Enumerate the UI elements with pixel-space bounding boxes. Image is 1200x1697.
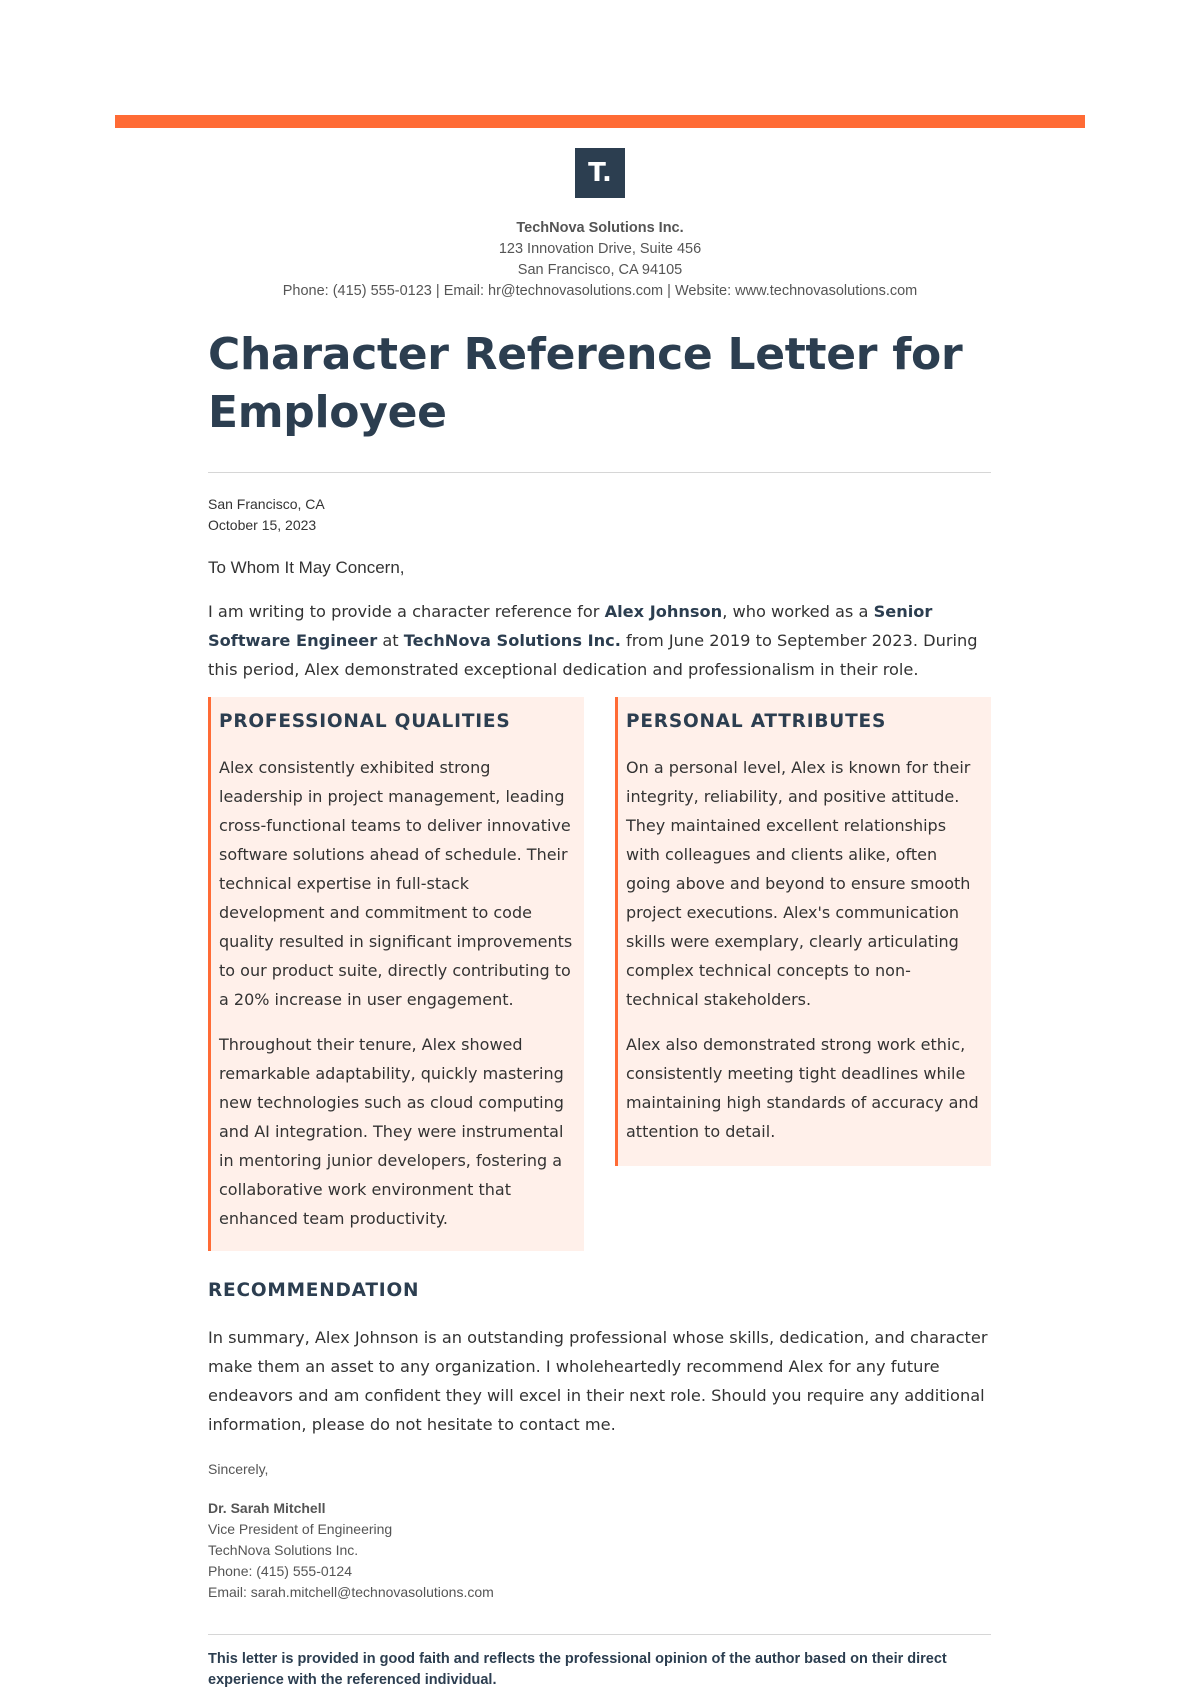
closing: Sincerely,: [208, 1461, 269, 1477]
company-name: TechNova Solutions Inc.: [516, 220, 684, 236]
section-paragraph: On a personal level, Alex is known for their integrity, reliability, and positive attitude. They maintained excellent relationships with colleagues and clients alike, often going above and beyond to ensure smooth project executions. Alex's communication skills were exemplary, clearly articulating complex technical concepts to non-technical stakeholders.: [626, 758, 971, 1009]
accent-top-bar: [115, 115, 1085, 128]
title-divider: [208, 472, 991, 473]
footer-disclaimer: This letter is provided in good faith and reflects the professional opinion of the author based on their direct experience with the referenced individual.: [208, 1651, 947, 1688]
section-paragraph: Throughout their tenure, Alex showed remarkable adaptability, quickly mastering new technologies such as cloud computing and AI integration. They were instrumental in mentoring junior developers, fostering a collaborative work environment that enhanced team productivity.: [219, 1035, 564, 1228]
company-address-line2: San Francisco, CA 94105: [517, 262, 683, 278]
personal-attributes-box: [615, 697, 991, 1166]
intro-paragraph: [208, 597, 991, 684]
letterhead: [115, 148, 1085, 302]
intro-text-3: at: [377, 631, 404, 650]
signer-phone: Phone: (415) 555-0124: [208, 1563, 352, 1579]
recommendation-paragraph: In summary, Alex Johnson is an outstanding professional whose skills, dedication, and character make them an asset to any organization. I wholeheartedly recommend Alex for any future endeavors and am confident they will excel in their next role. Should you require any additional information, please do not hesitate to contact me.: [208, 1328, 988, 1434]
intro-text-2: , who worked as a: [722, 602, 874, 621]
company-info: [115, 218, 1085, 302]
page-title: Character Reference Letter for Employee: [208, 329, 963, 438]
employee-name: Alex Johnson: [604, 602, 723, 621]
letter-body: [208, 326, 991, 1688]
section-heading: PERSONAL ATTRIBUTES: [626, 711, 887, 732]
section-paragraph: Alex also demonstrated strong work ethic, consistently meeting tight deadlines while maintaining high standards of accuracy and attention to detail.: [626, 1035, 979, 1141]
section-heading: PROFESSIONAL QUALITIES: [219, 711, 511, 732]
signer-company: TechNova Solutions Inc.: [208, 1542, 359, 1558]
company-contact-line: Phone: (415) 555-0123 | Email: hr@technovasolutions.com | Website: www.technovasolutions.com: [282, 283, 918, 299]
place-date: [208, 494, 991, 536]
recommendation-heading: RECOMMENDATION: [208, 1280, 420, 1301]
signer-name: Dr. Sarah Mitchell: [208, 1500, 326, 1516]
recommendation-section: [208, 1279, 991, 1439]
company-address-line1: 123 Innovation Drive, Suite 456: [498, 241, 702, 257]
company-logo-icon: T.: [575, 148, 625, 198]
intro-text-1: I am writing to provide a character reference for: [208, 602, 605, 621]
signature-block: [208, 1498, 494, 1603]
intro-text-4: from June 2019 to September 2023. During this period, Alex demonstrated exceptional dedication and professionalism in their role.: [208, 631, 978, 679]
signer-title: Vice President of Engineering: [208, 1521, 393, 1537]
job-title: Senior Software Engineer: [208, 602, 933, 650]
greeting: To Whom It May Concern,: [208, 558, 405, 577]
letter-date: October 15, 2023: [208, 517, 317, 533]
section-paragraph: Alex consistently exhibited strong leadership in project management, leading cross-functional teams to deliver innovative software solutions ahead of schedule. Their technical expertise in full-stack development and commitment to code quality resulted in significant improvements to our product suite, directly contributing to a 20% increase in user engagement.: [219, 758, 573, 1009]
footer-divider: [208, 1634, 991, 1635]
professional-qualities-box: [208, 697, 584, 1251]
signer-email: Email: sarah.mitchell@technovasolutions.com: [208, 1584, 494, 1600]
intro-company: TechNova Solutions Inc.: [403, 631, 621, 650]
letter-location: San Francisco, CA: [208, 496, 325, 512]
